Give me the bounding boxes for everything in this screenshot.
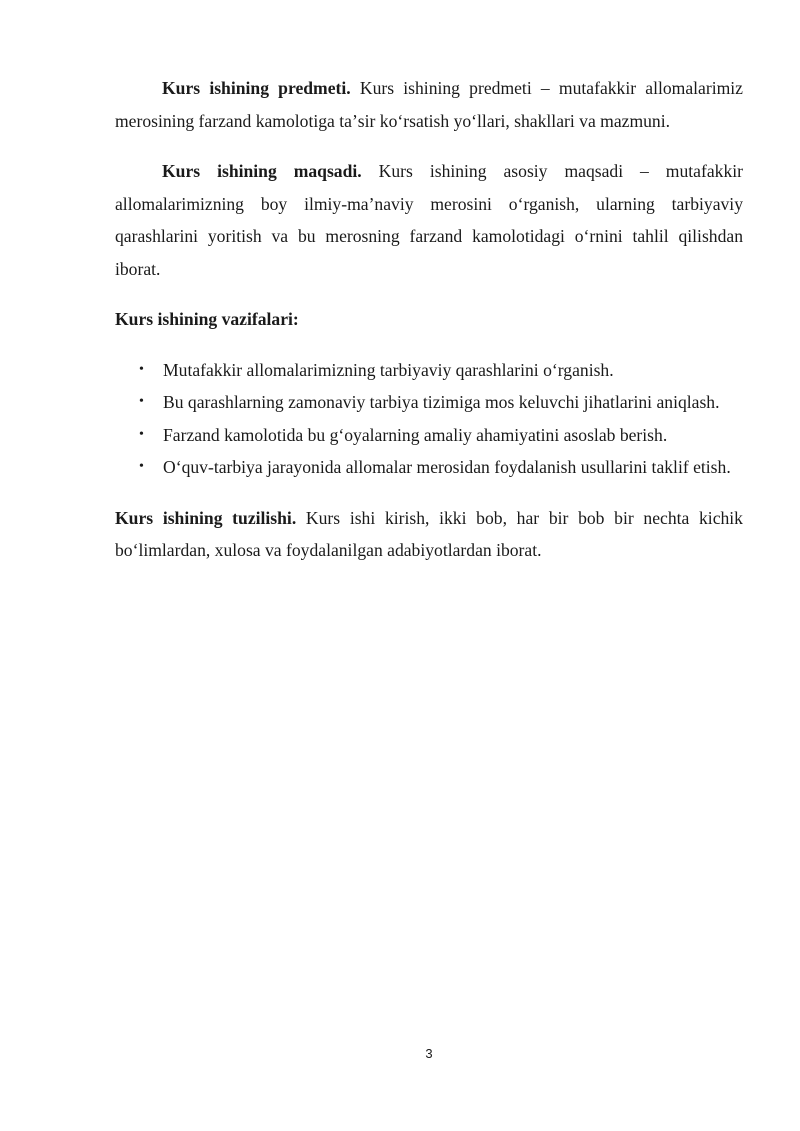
task-text: Oʻquv-tarbiya jarayonida allomalar merosidan foydalanish usullarini taklif etish. (163, 457, 731, 477)
bullet-icon: • (139, 361, 144, 377)
structure-text: Kurs ishi kirish, ikki bob, har bir bob bir nechta kichik boʻlimlardan, xulosa va foydalanilgan adabiyotlardan iborat. (115, 507, 743, 560)
structure-lead: Kurs ishining tuzilishi. (115, 507, 297, 528)
structure-paragraph (115, 502, 743, 567)
task-text: Bu qarashlarning zamonaviy tarbiya tizimiga mos keluvchi jihatlarini aniqlash. (163, 392, 720, 412)
task-text: Farzand kamolotida bu gʻoyalarning amaliy ahamiyatini asoslab berish. (163, 424, 668, 445)
subject-paragraph (115, 72, 743, 137)
list-item (115, 354, 743, 387)
document-body (115, 72, 743, 567)
task-text: Mutafakkir allomalarimizning tarbiyaviy qarashlarini oʻrganish. (163, 359, 614, 380)
list-item (115, 386, 743, 419)
list-item (115, 419, 743, 452)
subject-text: Kurs ishining predmeti – mutafakkir allomalarimiz merosining farzand kamolotiga taʼsir koʻrsatish yoʻllari, shakllari va mazmuni. (115, 78, 743, 131)
bullet-icon: • (139, 426, 144, 442)
bullet-icon: • (139, 394, 144, 409)
goal-lead: Kurs ishining maqsadi. (162, 161, 362, 181)
goal-text: Kurs ishining asosiy maqsadi – mutafakkir allomalarimizning boy ilmiy-maʼnaviy merosini oʻrganish, ularning tarbiyaviy qarashlarini yoritish va bu merosning farzand kamolotidagi oʻrnini tahlil qilishdan iborat. (115, 161, 743, 279)
tasks-list (115, 354, 743, 484)
list-item (115, 451, 743, 484)
page-number: 3 (425, 1046, 433, 1061)
goal-paragraph (115, 155, 743, 285)
bullet-icon: • (139, 459, 144, 474)
tasks-heading: Kurs ishining vazifalari: (115, 309, 299, 329)
subject-lead: Kurs ishining predmeti. (162, 78, 351, 98)
